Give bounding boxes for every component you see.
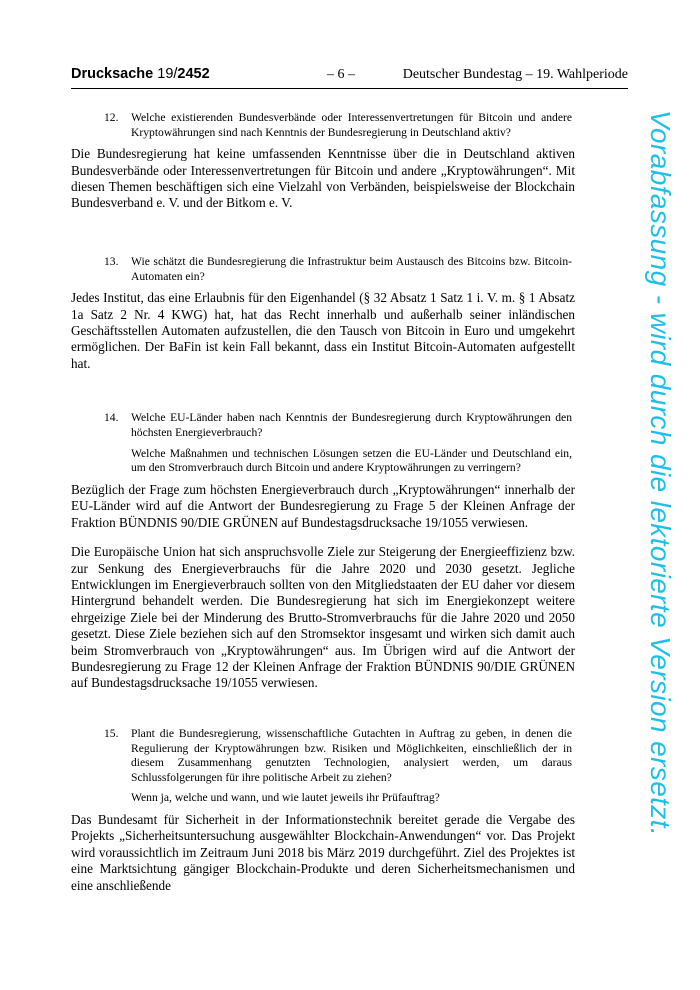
document-number: [71, 66, 210, 82]
answer-14-part-1: Bezüglich der Frage zum höchsten Energieverbrauch durch „Kryptowährungen“ innerhalb der EU-Länder wird auf die Antwort der Bundesregierung zu Frage 5 der Kleinen Anfrage der Fraktion BÜNDNIS 90/DIE GRÜNEN auf Bundestagsdrucksache 19/1055 verwiesen.: [71, 481, 575, 530]
question-14-followup: Welche Maßnahmen und technischen Lösungen setzen die EU-Länder und Deutschland ein, um den Stromverbrauch durch Bitcoin und andere Kryptowährungen zu verringern?: [131, 446, 572, 475]
question-number: 13.: [104, 255, 119, 268]
question-number: 14.: [104, 411, 119, 425]
page-header: [71, 66, 628, 89]
page-number: – 6 –: [327, 67, 355, 82]
question-15-followup: Wenn ja, welche und wann, und wie lautet jeweils ihr Prüfauftrag?: [131, 791, 440, 805]
doc-number-prefix: 19/: [157, 66, 178, 82]
page-body: [71, 111, 575, 907]
parliament-period: Deutscher Bundestag – 19. Wahlperiode: [402, 67, 628, 82]
question-number: 15.: [104, 727, 119, 741]
question-15: [104, 727, 575, 785]
question-13: [104, 255, 575, 284]
answer-13: Jedes Institut, das eine Erlaubnis für den Eigenhandel (§ 32 Absatz 1 Satz 1 i. V. m. § 1 Absatz 1a Satz 2 Nr. 4 KWG) hat, hat das Recht innerhalb und außerhalb seiner inländischen Geschäftsstellen Automaten aufzustellen, die den Tausch von Bitcoin in Euro und umgekehrt ermöglichen. Der BaFin ist kein Fall bekannt, dass ein Institut Bitcoin-Automaten aufgestellt hat.: [71, 290, 575, 371]
doc-number: 2452: [177, 66, 210, 82]
answer-14-part-2: Die Europäische Union hat sich anspruchsvolle Ziele zur Steigerung der Energieeffizienz bzw. zur Senkung des Energieverbrauchs für die Jahre 2020 und 2030 gesetzt. Jegliche Entwicklungen im Energieverbrauch sollten von den Mitgliedstaaten der EU daher vor diesem Hintergrund behandelt werden. Die Bundesregierung hat sich im Energiekonzept weitere ehrgeizige Ziele bei der Minderung des Brutto-Stromverbrauchs für die Jahre 2020 und 2050 gesetzt. Diese Ziele beziehen sich auf den Stromsektor insgesamt und wirken sich damit auch beim Stromverbrauch von „Kryptowährungen“ aus. Im Übrigen wird auf die Antwort der Bundesregierung zu Frage 12 der Kleinen Anfrage der Fraktion BÜNDNIS 90/DIE GRÜNEN auf Bundestagsdrucksache 19/1055 verwiesen.: [71, 544, 575, 691]
question-text: Welche existierenden Bundesverbände oder Interessenvertretungen für Bitcoin und andere Kryptowährungen sind nach Kenntnis der Bundesregierung in Deutschland aktiv?: [131, 111, 572, 139]
doc-label: Drucksache: [71, 66, 154, 82]
question-text: Wie schätzt die Bundesregierung die Infrastruktur beim Austausch des Bitcoins bzw. Bitcoin-Automaten ein?: [131, 255, 572, 283]
answer-15: Das Bundesamt für Sicherheit in der Informationstechnik bereitet gerade die Vergabe des Projekts „Sicherheitsuntersuchung ausgewählter Blockchain-Anwendungen“ vor. Das Projekt wird voraussichtlich im Zeitraum Juni 2018 bis März 2019 durchgeführt. Ziel des Projektes ist eine Marktsichtung gängiger Blockchain-Produkte und deren Sicherheitsmechanismen und eine anschließende: [71, 812, 575, 893]
question-14: [104, 411, 575, 440]
question-text: Plant die Bundesregierung, wissenschaftliche Gutachten in Auftrag zu geben, in denen die Regulierung der Kryptowährungen bzw. Risiken und Möglichkeiten, einschließlich der in diesem Zusammenhang genutzten Technologien, analysiert werden, um daraus Schlussfolgerungen für ihre politische Arbeit zu ziehen?: [131, 727, 572, 784]
question-text: Welche EU-Länder haben nach Kenntnis der Bundesregierung durch Kryptowährungen den höchsten Energieverbrauch?: [131, 411, 572, 439]
question-number: 12.: [104, 111, 119, 124]
draft-watermark: Vorabfassung - wird durch die lektorierte Version ersetzt.: [645, 110, 676, 837]
answer-12: Die Bundesregierung hat keine umfassenden Kenntnisse über die in Deutschland aktiven Bundesverbände oder Interessenvertretungen für Bitcoin und andere „Kryptowährungen“. Mit diesen Themen beschäftigen sich eine Vielzahl von Verbänden, beispielsweise der Blockchain Bundesverband e. V. und der Bitkom e. V.: [71, 146, 575, 211]
question-12: [104, 111, 575, 140]
